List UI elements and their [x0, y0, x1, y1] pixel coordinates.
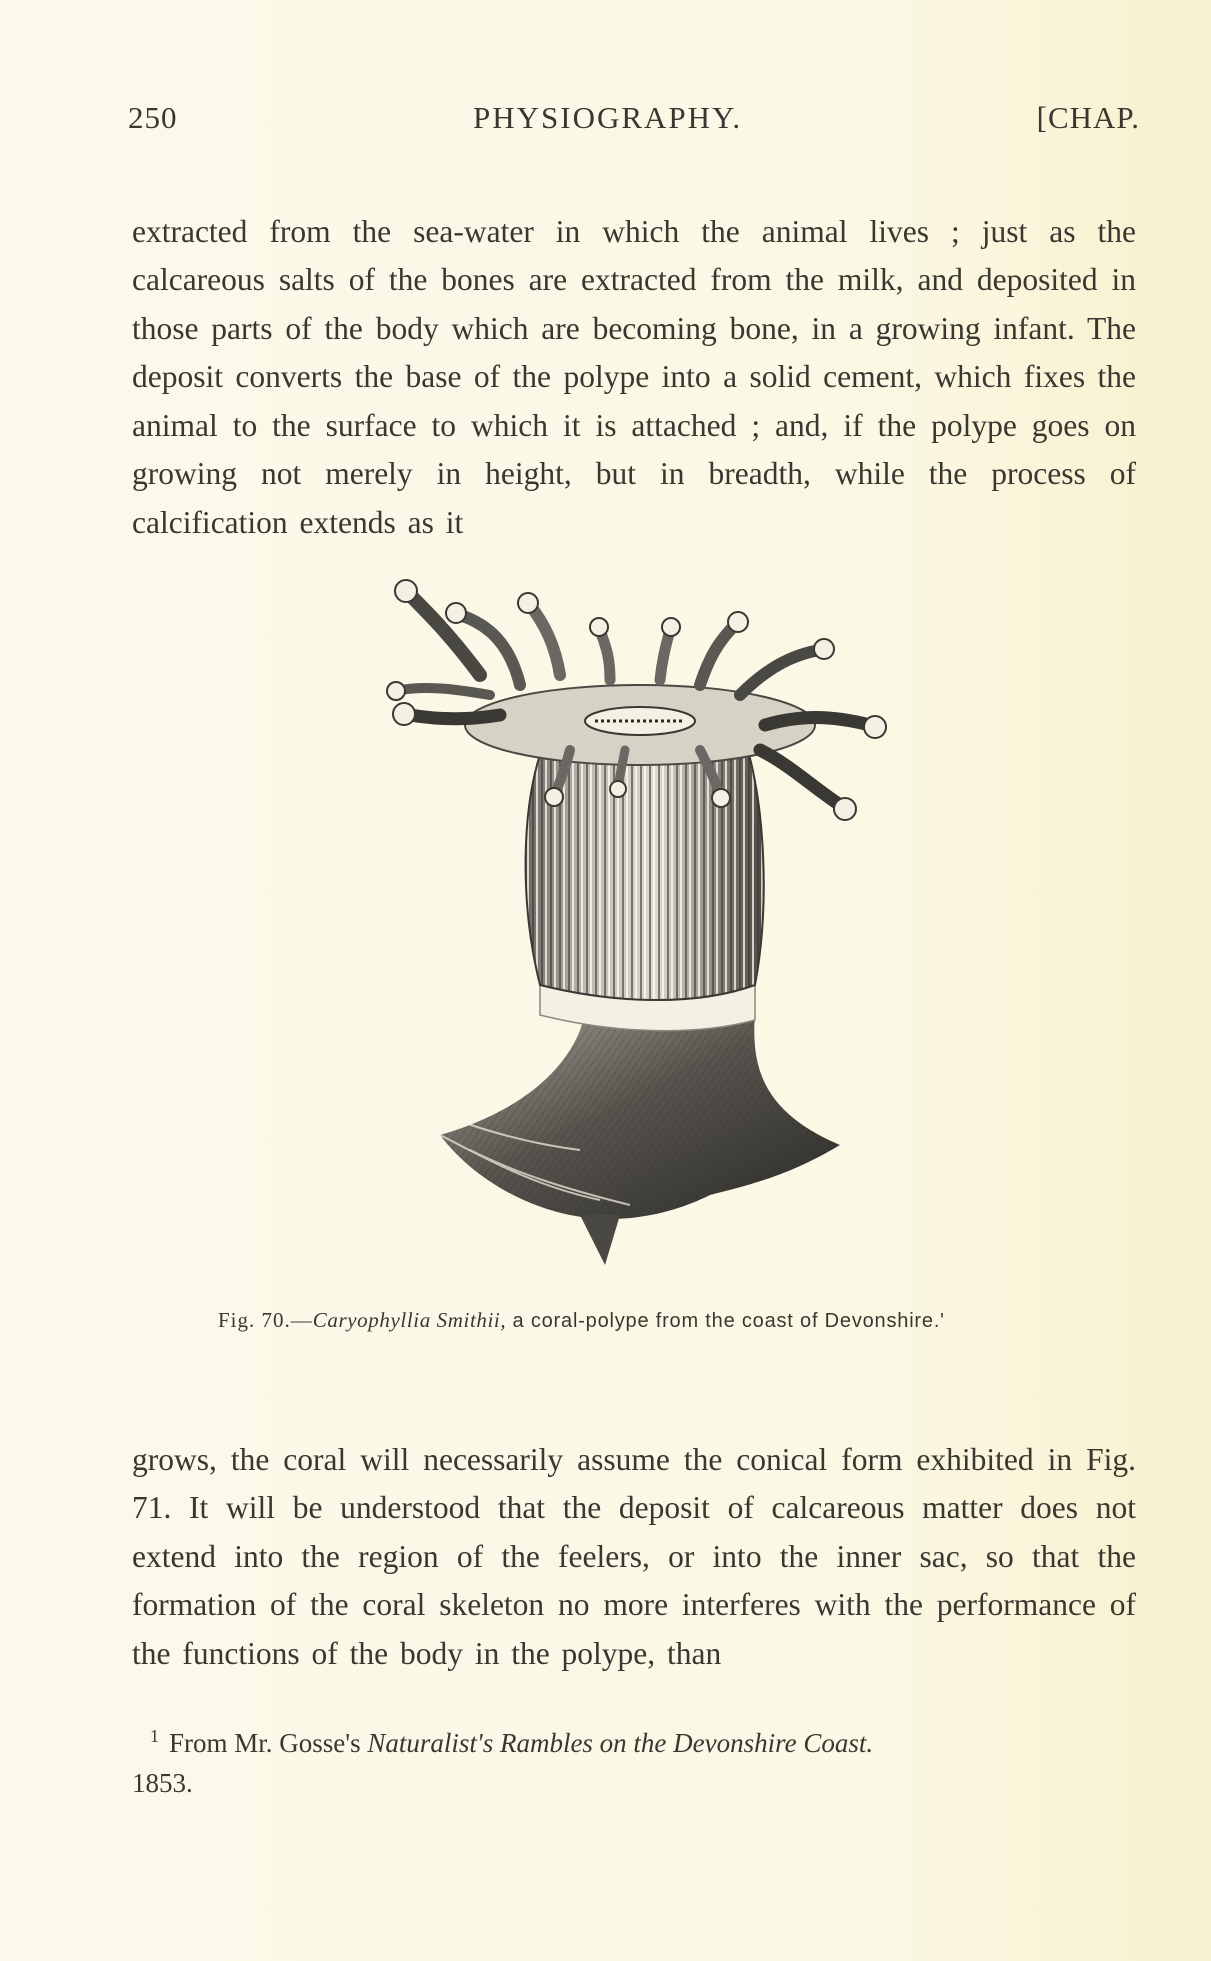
footnote-book-title: Naturalist's Rambles on the Devonshire Coast.	[367, 1728, 874, 1758]
figure-species-name: Caryophyllia Smithii,	[312, 1308, 507, 1332]
coral-polype-illustration	[370, 575, 900, 1275]
page-number: 250	[128, 100, 178, 135]
footnote-prefix: From Mr. Gosse's	[169, 1728, 368, 1758]
footnote-marker: 1	[150, 1726, 159, 1746]
footnote	[132, 1716, 1132, 1803]
running-title: PHYSIOGRAPHY.	[473, 100, 743, 135]
figure-description: a coral-polype from the coast of Devonshire.'	[506, 1310, 945, 1332]
polype-base	[440, 1015, 840, 1265]
footnote-year: 1853.	[132, 1768, 193, 1798]
figure-caption	[218, 1308, 1118, 1333]
figure-label: Fig. 70.—	[218, 1308, 313, 1332]
chapter-marker: [CHAP.	[1036, 100, 1140, 135]
body-paragraph-2: grows, the coral will necessarily assume the conical form exhibited in Fig. 71. It will be understood that the deposit of calcareous matter does not extend into the region of the feelers, or into the inner sac, so that the formation of the coral skeleton no more interferes with the performance of the functions of the body in the polype, than	[132, 1441, 1136, 1671]
running-header	[128, 100, 1140, 140]
body-paragraph-1: extracted from the sea-water in which the animal lives ; just as the calcareous salts of the bones are extracted from the milk, and deposited in those parts of the body which are becoming bone, in a growing infant. The deposit converts the base of the polype into a solid cement, which fixes the animal to the surface to which it is attached ; and, if the polype goes on growing not merely in height, but in breadth, while the process of calcification extends as it	[132, 213, 1136, 540]
